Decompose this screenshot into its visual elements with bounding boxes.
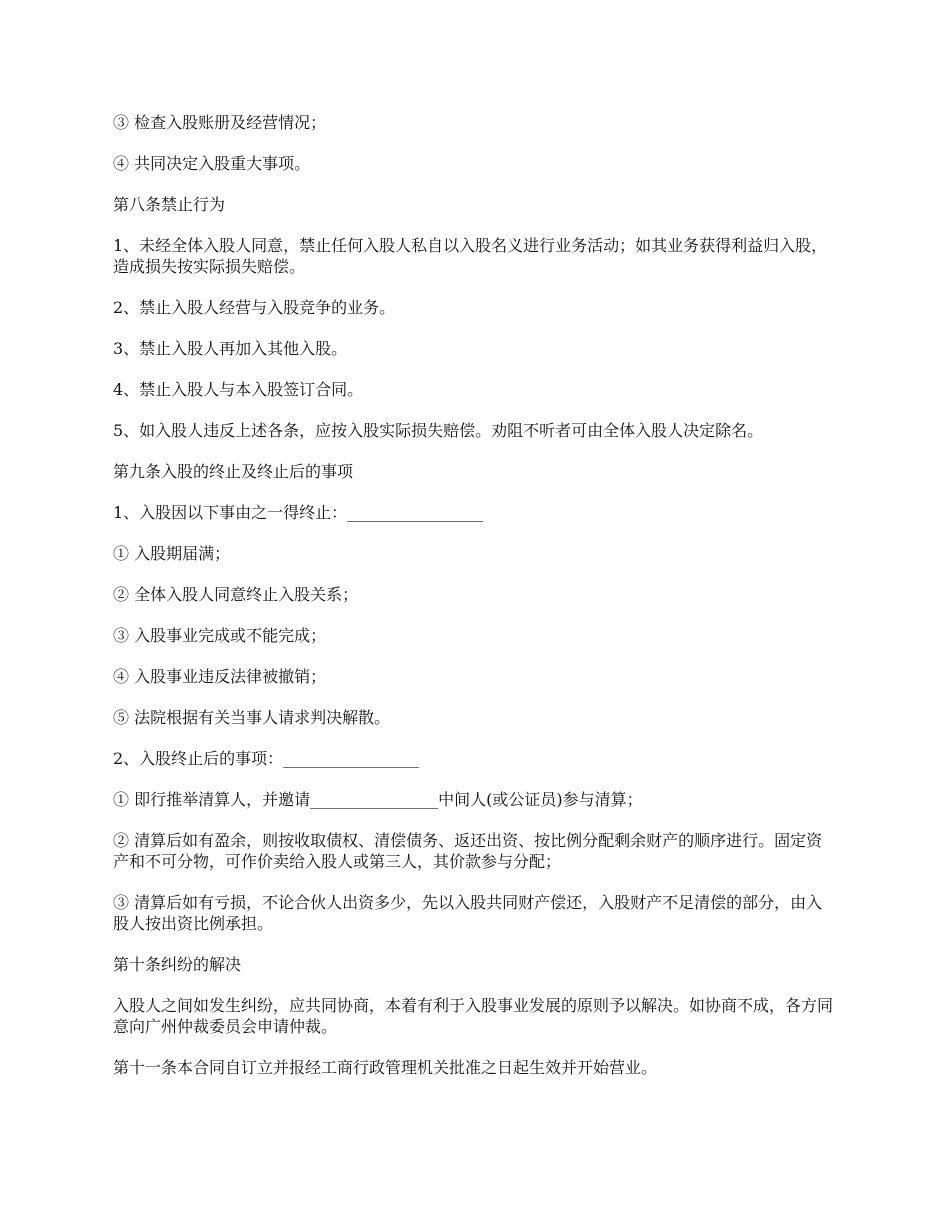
paragraph-prohibition-3: 3、禁止入股人再加入其他入股。 <box>113 339 348 358</box>
list-item-surplus: ② 清算后如有盈余，则按收取债权、清偿债务、返还出资、按比例分配剩余财产的顺序进行。固定资产和不可分物，可作价卖给入股人或第三人，其价款参与分配； <box>113 831 823 871</box>
paragraph-prohibition-1: 1、未经全体入股人同意，禁止任何入股人私自以入股名义进行业务活动；如其业务获得利益归入股，造成损失按实际损失赔偿。 <box>113 236 828 276</box>
paragraph-prohibition-5: 5、如入股人违反上述各条，应按入股实际损失赔偿。劝阻不听者可由全体入股人决定除名。 <box>113 421 764 440</box>
list-item-all-agree: ② 全体入股人同意终止入股关系； <box>113 585 359 604</box>
document-page <box>113 112 833 1098</box>
section-heading-article-9: 第九条入股的终止及终止后的事项 <box>113 462 354 481</box>
list-item-liquidator: ① 即行推举清算人，并邀请________________中间人(或公证员)参与清算； <box>113 790 643 809</box>
list-item-court-dissolution: ⑤ 法院根据有关当事人请求判决解散。 <box>113 708 391 727</box>
section-heading-article-11: 第十一条本合同自订立并报经工商行政管理机关批准之日起生效并开始营业。 <box>113 1058 658 1077</box>
paragraph-dispute-resolution: 入股人之间如发生纠纷，应共同协商，本着有利于入股事业发展的原则予以解决。如协商不成，各方同意向广州仲裁委员会申请仲裁。 <box>113 996 834 1036</box>
paragraph-prohibition-4: 4、禁止入股人与本入股签订合同。 <box>113 380 364 399</box>
paragraph-joint-decision: ④ 共同决定入股重大事项。 <box>113 154 311 173</box>
paragraph-post-termination: 2、入股终止后的事项：_________________ <box>113 749 420 768</box>
section-heading-article-8: 第八条禁止行为 <box>113 195 226 214</box>
list-item-illegal-revoked: ④ 入股事业违反法律被撤销； <box>113 667 327 686</box>
paragraph-check-books: ③ 检查入股账册及经营情况； <box>113 113 327 132</box>
list-item-term-expired: ① 入股期届满； <box>113 544 231 563</box>
section-heading-article-10: 第十条纠纷的解决 <box>113 955 242 974</box>
paragraph-prohibition-2: 2、禁止入股人经营与入股竞争的业务。 <box>113 298 396 317</box>
list-item-business-complete: ③ 入股事业完成或不能完成； <box>113 626 327 645</box>
paragraph-termination-causes: 1、入股因以下事由之一得终止：_________________ <box>113 503 484 522</box>
list-item-loss: ③ 清算后如有亏损，不论合伙人出资多少，先以入股共同财产偿还，入股财产不足清偿的部分，由入股人按出资比例承担。 <box>113 893 823 933</box>
